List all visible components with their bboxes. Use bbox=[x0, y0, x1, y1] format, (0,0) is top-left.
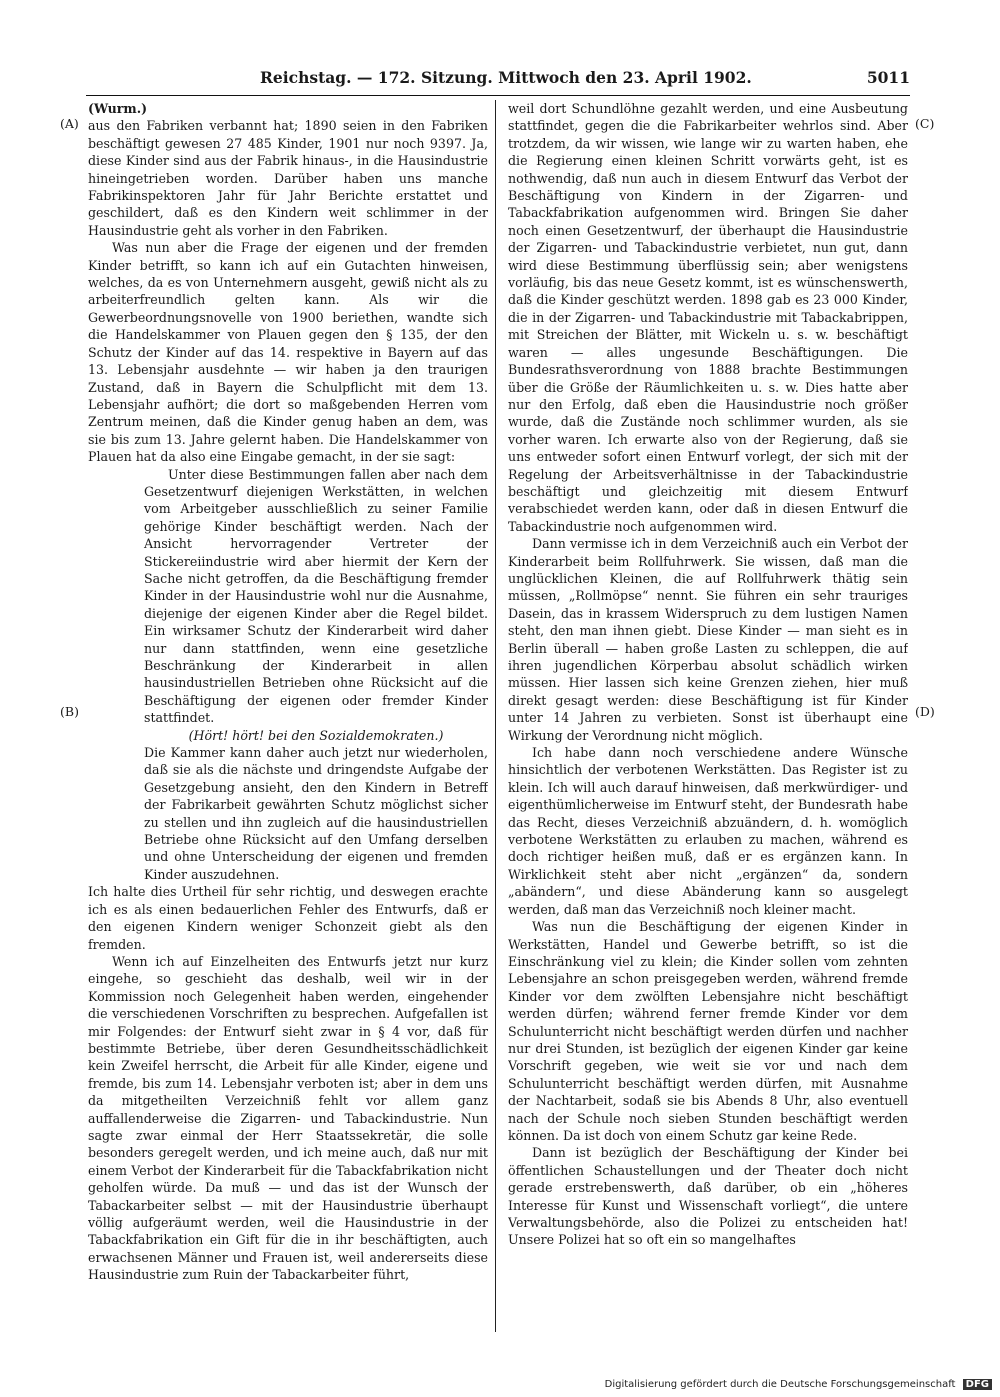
margin-mark-a: (A) bbox=[60, 116, 79, 131]
paragraph: Ich halte dies Urtheil für sehr richtig, und deswegen erachte ich es als einen bedauerlichen Fehler des Entwurfs, daß er den eigenen Kindern weniger Schonzeit giebt als den fremden. bbox=[88, 884, 488, 952]
speaker-label: (Wurm.) bbox=[88, 101, 148, 116]
left-column bbox=[88, 100, 488, 1332]
interjection: (Hört! hört! bei den Sozialdemokraten.) bbox=[188, 727, 444, 743]
quotation: Die Kammer kann daher auch jetzt nur wiederholen, daß sie als die nächste und dringendste Aufgabe der Gesetzgebung ansieht, den den Kindern in Betreff der Fabrikarbeit gewährten Schutz möglichst sicher zu stellen und ihn zugleich auf die hausindustriellen Betriebe ohne Rücksicht auf den Umfang derselben und ohne Unterscheidung der eigenen und fremden Kinder auszudehnen. bbox=[144, 745, 488, 882]
margin-mark-b: (B) bbox=[60, 704, 79, 719]
running-title: Reichstag. — 172. Sitzung. Mittwoch den 23. April 1902. bbox=[260, 68, 752, 87]
footer-credit bbox=[605, 1379, 992, 1390]
paragraph: Was nun die Beschäftigung der eigenen Kinder in Werkstätten, Handel und Gewerbe betrifft, so ist die Einschränkung viel zu klein; die Kinder sollen vom zehnten Lebensjahre an schon preisgegeben werden, während fremde Kinder vor dem zwölften Lebensjahre nicht beschäftigt werden dürfen; während ferner fremde Kinder vor dem Schulunterricht nicht beschäftigt werden dürfen und nachher nur drei Stunden, ist bezüglich der eigenen Kinder gar keine Vorschrift gegeben, wie weit sie vor und nach dem Schulunterricht beschäftigt werden dürfen, mit Ausnahme der Nachtarbeit, sodaß sie bis Abends 8 Uhr, also eventuell nach der Schule noch sieben Stunden beschäftigt werden können. Da ist doch von einem Schutz gar keine Rede. bbox=[508, 919, 908, 1143]
margin-mark-c: (C) bbox=[915, 116, 935, 131]
paragraph: weil dort Schundlöhne gezahlt werden, und eine Ausbeutung stattfindet, gegen die die Fabrikarbeiter wehrlos sind. Aber trotzdem, da wir wissen, wie lange wir zu warten haben, ehe die Regierung einen kleinen Schritt vorwärts geht, ist es nothwendig, daß nun auch in diesem Entwurf das Verbot der Beschäftigung von Kindern in der Zigarren- und Tabackfabrikation aufgenommen wird. Bringen Sie daher noch einen Gesetzentwurf, der überhaupt die Hausindustrie der Zigarren- und Tabackindustrie verbietet, nun gut, dann wird diese Bestimmung überflüssig sein; aber wenigstens vorläufig, bis das neue Gesetz kommt, ist es wünschenswerth, daß die Kinder geschützt werden. 1898 gab es 23 000 Kinder, die in der Zigarren- und Tabackindustrie mit Tabackabrippen, mit Streichen der Blätter, mit Wickeln u. s. w. beschäftigt waren — alles ungesunde Beschäftigungen. Die Bundesrathsverordnung von 1888 brachte Bestimmungen über die Größe der Räumlichkeiten u. s. w. Dies hatte aber nur den Erfolg, daß eben die Hausindustrie noch größer wurde, daß die Zustände noch schlimmer wurden, als sie vorher waren. Ich erwarte also von der Regierung, daß sie uns entweder sofort einen Entwurf vorlegt, der sich mit der Regelung der Arbeitsverhältnisse in der Tabackindustrie beschäftigt und gleichzeitig mit diesem Entwurf verabschiedet werden kann, oder daß in diesen Entwurf die Tabackindustrie noch aufgenommen wird. bbox=[508, 101, 908, 534]
margin-mark-d: (D) bbox=[915, 704, 935, 719]
paragraph: aus den Fabriken verbannt hat; 1890 seien in den Fabriken beschäftigt gewesen 27 485 Kinder, 1901 nur noch 9397. Ja, diese Kinder sind aus der Fabrik hinaus-, in die Hausindustrie hineingetrieben worden. Darüber haben uns manche Fabrikinspektoren Jahr für Jahr Berichte erstattet und geschildert, daß es den Kindern weit schlimmer in der Hausindustrie geht als vorher in den Fabriken. bbox=[88, 118, 488, 238]
header-rule bbox=[86, 95, 910, 96]
dfg-logo: DFG bbox=[963, 1379, 992, 1390]
page-number: 5011 bbox=[866, 68, 910, 87]
footer-text: Digitalisierung gefördert durch die Deutsche Forschungsgemeinschaft bbox=[604, 1379, 956, 1390]
paragraph: Ich habe dann noch verschiedene andere Wünsche hinsichtlich der verbotenen Werkstätten. Das Register ist zu klein. Ich will auch darauf hinweisen, daß merkwürdiger- und eigenthümlicherweise im Entwurf steht, der Bundesrath habe das Recht, dieses Verzeichniß abzuändern, d. h. womöglich verbotene Werkstätten zu erlauben zu machen, während es doch richtiger heißen muß, daß er es ergänzen kann. In Wirklichkeit steht aber nicht „ergänzen“ da, sondern „abändern“, und diese Abänderung kann so ausgelegt werden, daß man das Verzeichniß noch kleiner macht. bbox=[508, 745, 908, 917]
column-divider bbox=[495, 100, 496, 1332]
quotation: Unter diese Bestimmungen fallen aber nach dem Gesetzentwurf diejenigen Werkstätten, in welchen vom Arbeitgeber ausschließlich zu seiner Familie gehörige Kinder beschäftigt werden. Nach der Ansicht hervorragender Vertreter der Stickereiindustrie wird aber hiermit der Kern der Sache nicht getroffen, da die Beschäftigung fremder Kinder in der Hausindustrie wohl nur die Ausnahme, diejenige der eigenen Kinder aber die Regel bildet. Ein wirksamer Schutz der Kinderarbeit wird daher nur dann stattfinden, wenn eine gesetzliche Beschränkung der Kinderarbeit in allen hausindustriellen Betrieben ohne Rücksicht auf die Beschäftigung der eigenen oder fremder Kinder stattfindet. bbox=[144, 466, 488, 726]
paragraph: Was nun aber die Frage der eigenen und der fremden Kinder betrifft, so kann ich auf ein Gutachten hinweisen, welches, da es von Unternehmern ausgeht, gewiß nicht als zu arbeiterfreundlich gelten kann. Als wir die Gewerbeordnungsnovelle von 1900 beriethen, wandte sich die Handelskammer von Plauen gegen den § 135, der den Schutz der Kinder auf das 14. respektive in Bayern auf das 13. Lebensjahr ausdehnte — wir haben ja den traurigen Zustand, daß in Bayern die Schulpflicht mit dem 13. Lebensjahr aufhört; die dort so maßgebenden Herren vom Zentrum meinen, daß die Kinder genug haben an dem, was sie bis zum 13. Jahre gelernt haben. Die Handelskammer von Plauen hat da also eine Eingabe gemacht, in der sie sagt: bbox=[88, 240, 488, 465]
paragraph: Dann ist bezüglich der Beschäftigung der Kinder bei öffentlichen Schaustellungen und der Theater doch nicht gerade erstrebenswerth, daß darüber, ob ein „höheres Interesse für Kunst und Wissenschaft vorliegt“, die untere Verwaltungsbehörde, also die Polizei zu entscheiden hat! Unsere Polizei hat so oft ein so mangelhaftes bbox=[508, 1145, 908, 1248]
right-column bbox=[508, 100, 908, 1332]
paragraph: Dann vermisse ich in dem Verzeichniß auch ein Verbot der Kinderarbeit beim Rollfuhrwerk. Sie wissen, daß man die unglücklichen Kleinen, die auf Rollfuhrwerk thätig sein müssen, „Rollmöpse“ nennt. Sie führen ein sehr trauriges Dasein, das in krassem Widerspruch zu dem lustigen Namen steht, den man ihnen giebt. Diese Kinder — man sieht es in Berlin überall — haben große Lasten zu schleppen, die auf ihren jugendlichen Körperbau absolut schädlich wirken müssen. Hier lassen sich keine Grenzen ziehen, hier muß direkt gesagt werden: diese Beschäftigung ist für Kinder unter 14 Jahren zu verbieten. Sonst ist überhaupt eine Wirkung der Verordnung nicht möglich. bbox=[508, 536, 908, 743]
page-header bbox=[260, 68, 910, 92]
paragraph: Wenn ich auf Einzelheiten des Entwurfs jetzt nur kurz eingehe, so geschieht das deshalb, weil wir in der Kommission noch Gelegenheit haben werden, eingehender die verschiedenen Vorschriften zu besprechen. Aufgefallen ist mir Folgendes: der Entwurf sieht zwar in § 4 vor, daß für bestimmte Betriebe, über deren Gesundheitsschädlichkeit kein Zweifel herrscht, die Arbeit für alle Kinder, eigene und fremde, bis zum 14. Lebensjahr verboten ist; aber in dem uns da mitgetheilten Verzeichniß fehlt vor allem ganz auffallenderweise die Zigarren- und Tabackindustrie. Nun sagte zwar einmal der Herr Staatssekretär, die solle besonders geregelt werden, und ich meine auch, daß nur mit einem Verbot der Kinderarbeit für die Tabackfabrikation nicht geholfen würde. Da muß — und das ist der Wunsch der Tabackarbeiter selbst — mit der Hausindustrie überhaupt völlig aufgeräumt werden, weil die Hausindustrie in der Tabackfabrikation ein Gift für die in ihr beschäftigten, auch erwachsenen Männer und Frauen ist, weil andererseits diese Hausindustrie zum Ruin der Tabackarbeiter führt, bbox=[88, 953, 488, 1283]
